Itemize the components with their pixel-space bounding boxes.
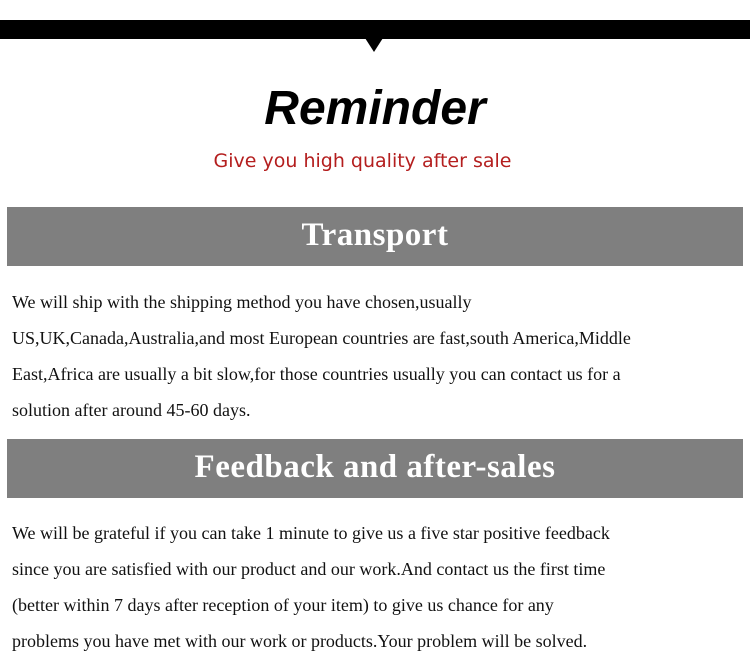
page-title: Reminder [264,82,486,135]
page-subtitle: Give you high quality after sale [213,150,512,172]
paragraph-line: East,Africa are usually a bit slow,for those countries usually you can contact us for a [12,364,621,384]
paragraph-line: US,UK,Canada,Australia,and most European countries are fast,south America,Middle [12,328,631,348]
section-header-transport: Transport [7,207,743,266]
paragraph-line: solution after around 45-60 days. [12,400,251,420]
paragraph-line: We will be grateful if you can take 1 minute to give us a five star positive feedback [12,523,610,543]
top-decorative-bar [0,20,750,39]
section-header-feedback: Feedback and after-sales [7,439,743,498]
paragraph-line: We will ship with the shipping method you have chosen,usually [12,292,472,312]
down-arrow-icon [365,38,383,52]
transport-paragraph [12,284,742,428]
paragraph-line: (better within 7 days after reception of your item) to give us chance for any [12,595,554,615]
paragraph-line: since you are satisfied with our product and our work.And contact us the first time [12,559,606,579]
feedback-paragraph [12,515,742,659]
paragraph-line: problems you have met with our work or products.Your problem will be solved. [12,631,588,651]
